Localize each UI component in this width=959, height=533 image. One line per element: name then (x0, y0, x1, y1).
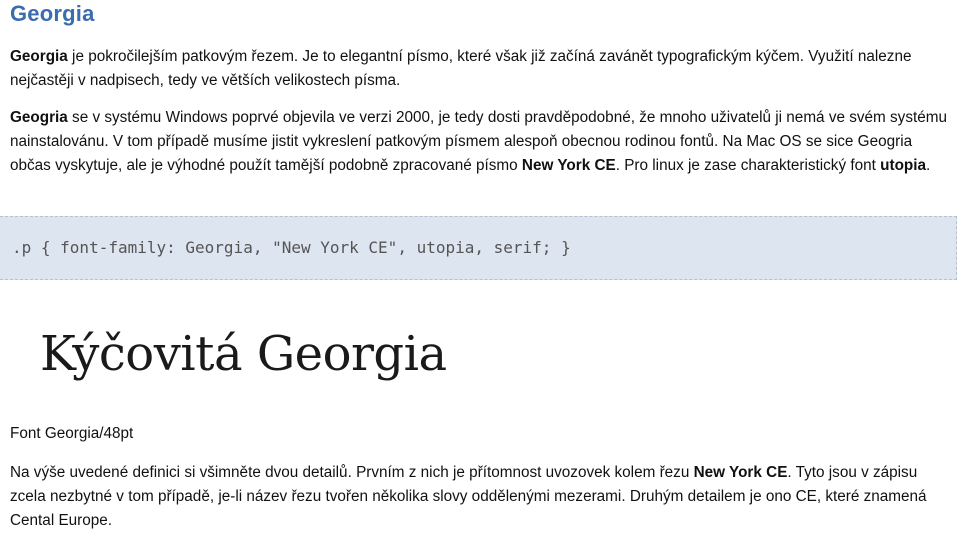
intro-paragraph (10, 45, 950, 93)
paragraph-text: je pokročilejším patkovým řezem. Je to elegantní písmo, které však již začíná zavánět typografickým kýčem. Využití nalezne nejčastěji v nadpisech, tedy ve větších velikostech písma. (10, 48, 912, 89)
font-name-bold: Georgia (10, 48, 68, 65)
paragraph-text: . (926, 157, 931, 174)
paragraph-text: Na výše uvedené definici si všimněte dvou detailů. Prvním z nich je přítomnost uvozovek kolem řezu (10, 464, 694, 481)
sample-caption: Font Georgia/48pt (10, 425, 134, 442)
paragraph-text: se v systému Windows poprvé objevila ve verzi 2000, je tedy dosti pravděpodobné, že mnoho uživatelů ji nemá ve svém systému nainstalovánu. V tom případě musíme jistit vykreslení patkovým písmem alespoň obecnou rodinou fontů. Na Mac OS se sice Geogria občas vyskytuje, ale je výhodné použít tamější podobně zpracované písmo (10, 109, 947, 174)
font-name-bold: New York CE (693, 464, 788, 481)
page-title: Georgia (10, 1, 95, 26)
details-paragraph (10, 461, 950, 533)
font-name-bold: Geogria (10, 109, 68, 126)
css-code-line: .p { font-family: Georgia, "New York CE", utopia, serif; } (12, 238, 571, 257)
font-name-bold: utopia (880, 157, 927, 174)
font-name-bold: New York CE (521, 157, 616, 174)
paragraph-text: . Tyto jsou v zápisu zcela nezbytné v tom případě, je-li název řezu tvořen několika slovy oddělenými mezerami. Druhým detailem je ono CE, které znamená Cental Europe. (10, 464, 927, 529)
code-block (0, 216, 957, 280)
font-sample-image: Kýčovitá Georgia (40, 326, 447, 382)
windows-paragraph (10, 106, 950, 178)
paragraph-text: . Pro linux je zase charakteristický font (615, 157, 881, 174)
